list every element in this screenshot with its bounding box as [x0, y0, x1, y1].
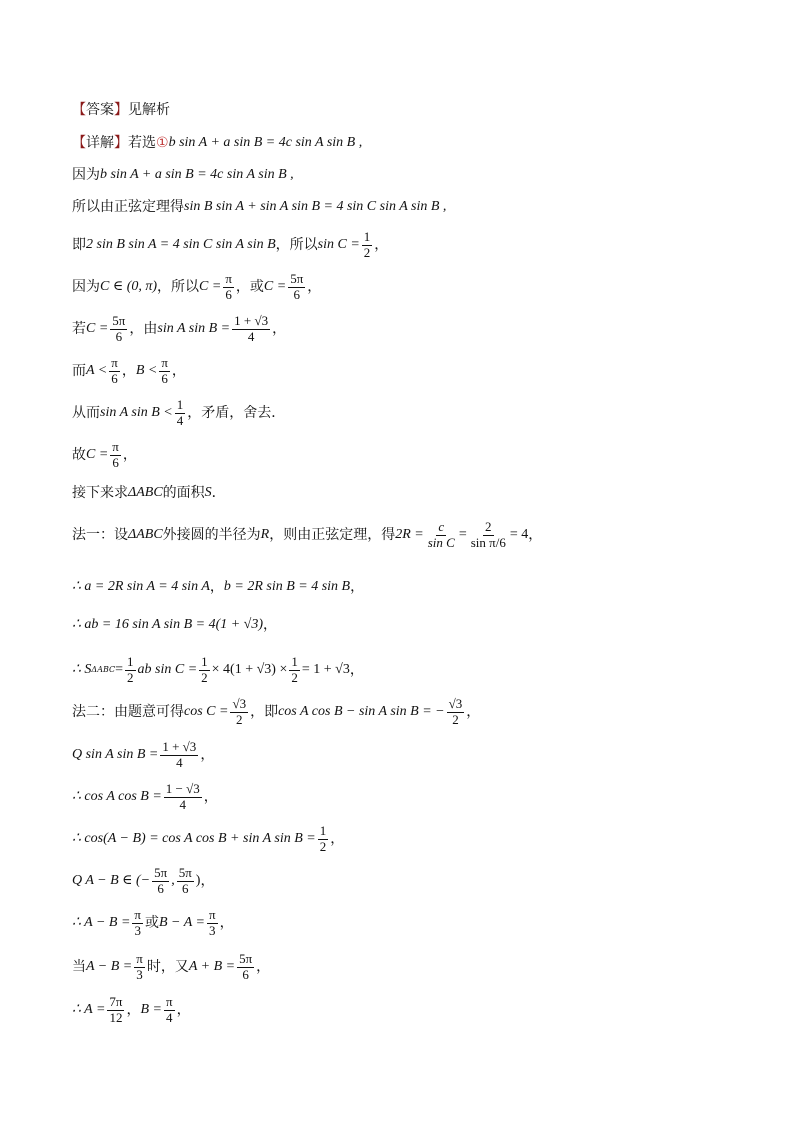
fraction-denominator: 6: [242, 966, 249, 982]
line-math: sin C =: [317, 237, 360, 253]
fraction-numerator: 1: [319, 823, 327, 838]
line-text: ，: [209, 579, 224, 595]
line-tail: ，: [528, 527, 543, 544]
fraction-numerator: 5π: [290, 271, 304, 286]
line-text: 故: [72, 447, 86, 464]
solution-line-18: [72, 824, 344, 855]
fraction: [110, 314, 127, 345]
fraction-numerator: 1: [201, 654, 208, 669]
fraction: [230, 697, 248, 728]
solution-line-8: [72, 398, 285, 429]
line-math: ,: [171, 873, 175, 889]
fraction-denominator: 4: [176, 754, 183, 770]
fraction-numerator: π: [112, 439, 119, 454]
line-math: Q A − B ∈ (−: [72, 873, 151, 889]
fraction-numerator: π: [111, 355, 118, 370]
line-math: ∴ A =: [72, 1002, 106, 1018]
fraction-numerator: π: [165, 994, 173, 1009]
fraction-denominator: 2: [201, 669, 208, 685]
line-math: sin A sin B <: [100, 405, 173, 421]
fraction-denominator: 6: [112, 454, 119, 470]
answer-bracket-open: 【: [72, 102, 86, 118]
detail-bracket-open: 【: [72, 135, 86, 151]
fraction-numerator: 1: [127, 654, 134, 669]
fraction: [447, 697, 465, 728]
detail-line: [72, 136, 362, 150]
line-tail: ，: [200, 747, 215, 764]
fraction-numerator: c: [438, 519, 445, 534]
line-tail: ，: [219, 915, 234, 932]
solution-line-17: [72, 782, 218, 813]
fraction: [159, 356, 170, 387]
line-math: C =: [199, 279, 222, 295]
fraction: [177, 866, 194, 897]
answer-line: [72, 103, 170, 117]
detail-prefix: 若选: [128, 135, 156, 151]
fraction-denominator: 6: [115, 328, 123, 344]
fraction-numerator: π: [208, 907, 216, 922]
solution-line-16: [72, 740, 214, 771]
fraction: [160, 740, 198, 771]
fraction-denominator: 12: [109, 1009, 123, 1025]
line-math: B =: [140, 1002, 162, 1018]
line-math: Q sin A sin B =: [72, 747, 159, 763]
line-math: b sin A + a sin B = 4c sin A sin B ,: [100, 167, 294, 182]
line-math: ΔABC: [128, 485, 163, 500]
line-math: A − B =: [86, 959, 133, 975]
fraction: [164, 782, 202, 813]
line-tail: ，: [171, 363, 186, 380]
solution-line-9: [72, 440, 137, 471]
line-math: ∴ A − B =: [72, 915, 131, 931]
solution-line-22: [72, 995, 191, 1026]
line-tail: ，: [200, 873, 215, 890]
fraction-denominator: sin π/6: [470, 534, 506, 550]
fraction: [110, 440, 121, 471]
fraction-numerator: 1: [176, 397, 184, 412]
fraction: [223, 272, 234, 303]
fraction-denominator: 2: [236, 711, 243, 727]
line-math: × 4(1 + √3) ×: [211, 662, 288, 678]
line-tail: ，: [263, 617, 278, 633]
fraction: [318, 824, 329, 855]
fraction-denominator: 6: [157, 880, 164, 896]
line-math: A + B =: [188, 959, 236, 975]
line-tail: ，: [122, 447, 137, 464]
line-math: ab sin C =: [137, 662, 198, 678]
line-math: ΔABC: [128, 527, 163, 543]
line-math: B <: [135, 363, 158, 379]
line-text: ，所以: [275, 237, 318, 254]
fraction-numerator: 5π: [112, 313, 126, 328]
fraction: [288, 272, 305, 303]
fraction-denominator: 4: [166, 1009, 173, 1025]
line-tail: ，: [203, 789, 218, 806]
line-text: 因为: [72, 279, 100, 296]
line-tail: ，: [374, 237, 389, 254]
fraction-numerator: π: [134, 907, 141, 922]
fraction-numerator: 5π: [154, 865, 168, 880]
subscript: ΔABC: [91, 665, 116, 675]
line-tail: ．: [211, 485, 226, 501]
line-text: ，或: [235, 279, 264, 296]
fraction-denominator: 6: [111, 370, 118, 386]
fraction: [109, 356, 120, 387]
line-math: C =: [263, 279, 287, 295]
line-tail: ，矛盾，舍去．: [187, 405, 286, 422]
line-math: sin A sin B =: [157, 321, 231, 337]
fraction: [289, 655, 300, 686]
line-math: b = 2R sin B = 4 sin B: [223, 579, 351, 594]
fraction-numerator: π: [136, 951, 143, 966]
fraction-denominator: 2: [291, 669, 298, 685]
line-text: 法一：设: [72, 527, 128, 544]
line-text: 若: [72, 321, 86, 338]
fraction-denominator: 6: [225, 286, 232, 302]
fraction-denominator: 2: [127, 669, 134, 685]
line-math: = 4: [509, 527, 529, 543]
line-math: =: [115, 662, 124, 678]
fraction: [426, 520, 457, 551]
answer-bracket-close: 】: [114, 102, 128, 118]
answer-tag: 答案: [86, 102, 114, 118]
solution-line-12: [72, 580, 364, 594]
solution-line-13: [72, 618, 277, 632]
fraction-denominator: 4: [247, 328, 255, 344]
fraction: [362, 230, 373, 261]
line-math: ∴ S: [72, 662, 92, 678]
line-math: ∴ ab = 16 sin A sin B = 4(1 + √3): [72, 617, 264, 632]
solution-line-7: [72, 356, 186, 387]
line-math: S: [204, 485, 212, 500]
line-tail: ，: [330, 831, 345, 848]
line-math: ∴ a = 2R sin A = 4 sin A: [72, 579, 210, 594]
fraction: [175, 398, 186, 429]
line-text: 所以由正弦定理得: [72, 199, 184, 215]
solution-line-2: [72, 168, 294, 182]
fraction-denominator: 4: [179, 796, 187, 812]
solution-line-19: [72, 866, 214, 897]
solution-line-20: [72, 908, 234, 939]
fraction-numerator: π: [225, 271, 232, 286]
line-math: cos A cos B − sin A sin B = −: [278, 704, 445, 720]
line-math: ): [195, 873, 201, 889]
line-tail: ，: [350, 579, 365, 595]
solution-line-6: [72, 314, 286, 345]
answer-text: 见解析: [128, 102, 170, 118]
line-tail: ，: [272, 321, 287, 338]
fraction-numerator: √3: [232, 696, 247, 711]
detail-bracket-close: 】: [114, 135, 128, 151]
fraction: [237, 952, 254, 983]
fraction-numerator: 1 + √3: [162, 739, 197, 754]
line-math: R: [260, 527, 270, 543]
option-circle-one: ①: [156, 135, 169, 151]
solution-line-21: [72, 952, 270, 983]
fraction-denominator: 6: [182, 880, 189, 896]
line-tail: ，: [349, 662, 364, 679]
fraction-numerator: π: [161, 355, 168, 370]
solution-line-4: [72, 230, 388, 261]
line-text: 当: [72, 959, 86, 976]
fraction-numerator: 1: [363, 229, 371, 244]
line-text: 外接圆的半径为: [162, 527, 261, 544]
line-math: C =: [86, 447, 109, 463]
line-math: sin B sin A + sin A sin B = 4 sin C sin A sin B ,: [184, 199, 447, 214]
line-text: ，: [121, 363, 136, 380]
line-math: =: [458, 527, 467, 543]
line-text: 接下来求: [72, 485, 128, 501]
solution-line-5: [72, 272, 321, 303]
fraction-denominator: sin C: [427, 534, 455, 550]
line-text: 或: [144, 915, 159, 932]
line-text: ，由: [129, 321, 158, 338]
fraction-numerator: 7π: [109, 994, 123, 1009]
fraction-denominator: 2: [319, 838, 327, 854]
fraction-numerator: 1 + √3: [234, 313, 269, 328]
line-tail: ，: [466, 704, 481, 721]
solution-line-15: [72, 697, 480, 728]
line-text: ，所以: [157, 279, 200, 296]
line-math: C ∈ (0, π): [100, 279, 158, 295]
fraction-denominator: 2: [363, 244, 371, 260]
line-math: 2 sin B sin A = 4 sin C sin A sin B: [86, 237, 276, 253]
line-text: 的面积: [162, 485, 205, 501]
fraction-numerator: 1 − √3: [165, 781, 200, 796]
line-math: 2R =: [395, 527, 424, 543]
fraction: [232, 314, 270, 345]
line-text: 时，又: [146, 959, 189, 976]
fraction-numerator: 5π: [239, 951, 253, 966]
solution-line-10: [72, 486, 226, 500]
fraction: [125, 655, 136, 686]
fraction-numerator: 1: [291, 654, 298, 669]
line-text: ，: [126, 1002, 141, 1019]
line-text: ，则由正弦定理，得: [269, 527, 396, 544]
fraction: [164, 995, 175, 1026]
fraction-denominator: 2: [452, 711, 459, 727]
fraction-denominator: 3: [136, 966, 143, 982]
fraction-denominator: 4: [176, 412, 184, 428]
line-text: 而: [72, 363, 86, 380]
line-text: 即: [72, 237, 86, 254]
line-text: ，即: [250, 704, 279, 721]
line-math: C =: [86, 321, 109, 337]
fraction: [152, 866, 169, 897]
fraction-denominator: 6: [293, 286, 300, 302]
line-text: 从而: [72, 405, 100, 422]
fraction: [207, 908, 218, 939]
solution-line-11: [72, 520, 542, 551]
fraction: [132, 908, 143, 939]
line-text: 法二：由题意可得: [72, 704, 184, 721]
fraction-denominator: 3: [134, 922, 141, 938]
fraction-numerator: 2: [485, 519, 492, 534]
line-tail: ，: [307, 279, 322, 296]
line-math: cos C =: [184, 704, 229, 720]
line-tail: ，: [256, 959, 271, 976]
fraction-numerator: 5π: [178, 865, 192, 880]
line-text: 因为: [72, 167, 100, 183]
line-math: ∴ cos A cos B =: [72, 789, 162, 805]
line-tail: ，: [176, 1002, 191, 1019]
fraction-denominator: 3: [209, 922, 216, 938]
line-math: A <: [86, 363, 108, 379]
fraction: [107, 995, 124, 1026]
solution-line-3: [72, 200, 446, 214]
fraction: [469, 520, 508, 551]
fraction: [134, 952, 145, 983]
line-math: B − A =: [158, 915, 205, 931]
fraction-denominator: 6: [161, 370, 168, 386]
detail-condition: b sin A + a sin B = 4c sin A sin B ,: [168, 135, 363, 150]
fraction-numerator: √3: [448, 696, 463, 711]
detail-tag: 详解: [86, 135, 114, 151]
line-math: = 1 + √3: [301, 662, 350, 678]
solution-line-14: [72, 655, 364, 686]
line-math: ∴ cos(A − B) = cos A cos B + sin A sin B =: [72, 831, 316, 847]
fraction: [199, 655, 210, 686]
